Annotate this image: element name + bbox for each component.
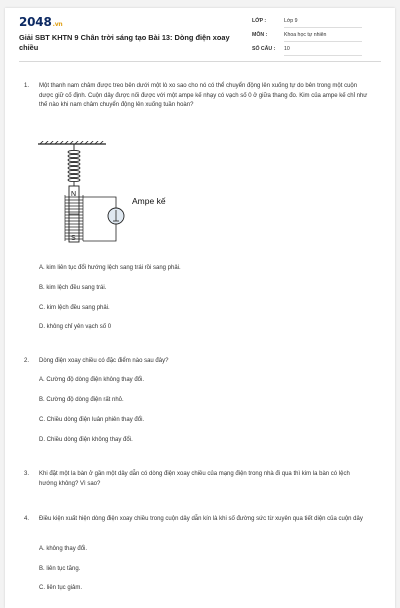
- question-text: Một thanh nam châm được treo bên dưới một lò xo sao cho nó có thể chuyển động lên xuống tự do bên trong một cuộn dược giữ cố định. Cuộn dây được nối được với một ampe kế nhạy có vạch số 0 ở giữa thang đo. Kim của ampe kế chỉ như thế nào khi nam châm chuyển động lên xuống tuần hoàn?: [39, 83, 368, 109]
- option-2a[interactable]: A. Cường độ dòng điện không thay đổi.: [39, 377, 145, 383]
- meta-count-value: 10: [284, 46, 362, 56]
- option-2d[interactable]: D. Chiều dòng điện không thay đổi.: [39, 437, 133, 443]
- logo-main: 2048: [19, 15, 52, 29]
- meta-grade-key: LỚP :: [252, 18, 267, 24]
- header-divider: [19, 61, 381, 62]
- question-text: Điều kiện xuất hiện dòng điện xoay chiều trong cuộn dây dẫn kín là khi số đường sức từ xuyên qua tiết diện của cuộn dây: [39, 516, 363, 522]
- svg-text:S: S: [71, 235, 76, 242]
- option-2b[interactable]: B. Cường độ dòng điện rất nhỏ.: [39, 397, 124, 403]
- option-4c[interactable]: C. liên tục giảm.: [39, 585, 83, 591]
- question-number: 1.: [24, 83, 30, 89]
- question-number: 3.: [24, 471, 30, 477]
- logo-suffix: .vn: [52, 21, 63, 28]
- meta-subject-value: Khoa học tự nhiên: [284, 32, 362, 42]
- option-2c[interactable]: C. Chiều dòng điện luân phiên thay đổi.: [39, 417, 145, 423]
- question-text: Khi đặt một la bàn ở gần một dây dẫn có dòng điện xoay chiều của mạng điện trong nhà đi qua thì kim la bàn có lệch hướng không? Vì sao?: [39, 471, 350, 487]
- magnet-spring-figure: [36, 141, 186, 251]
- meta-grade-value: Lớp 9: [284, 18, 362, 28]
- question-number: 4.: [24, 516, 30, 522]
- option-4a[interactable]: A. không thay đổi.: [39, 546, 88, 552]
- document-title: Giải SBT KHTN 9 Chân trời sáng tạo Bài 13: Dòng điện xoay chiều: [19, 33, 230, 52]
- option-4b[interactable]: B. liên tục tăng.: [39, 566, 81, 572]
- meta-subject-key: MÔN :: [252, 32, 268, 38]
- option-1a[interactable]: A. kim liên tục đổi hướng lệch sang trái rồi sang phải.: [39, 265, 181, 271]
- site-logo[interactable]: [19, 15, 62, 29]
- question-number: 2.: [24, 358, 30, 364]
- option-1d[interactable]: D. không chỉ yên vạch số 0: [39, 324, 112, 330]
- option-1b[interactable]: B. kim lệch đều sang trái.: [39, 285, 107, 291]
- question-text: Dòng điện xoay chiều có đặc điểm nào sau đây?: [39, 358, 169, 364]
- option-1c[interactable]: C. kim lệch đều sang phải.: [39, 305, 110, 311]
- meta-count-key: SỐ CÂU :: [252, 46, 276, 52]
- ammeter-label: Ampe kế: [132, 196, 166, 206]
- svg-text:N: N: [71, 191, 77, 198]
